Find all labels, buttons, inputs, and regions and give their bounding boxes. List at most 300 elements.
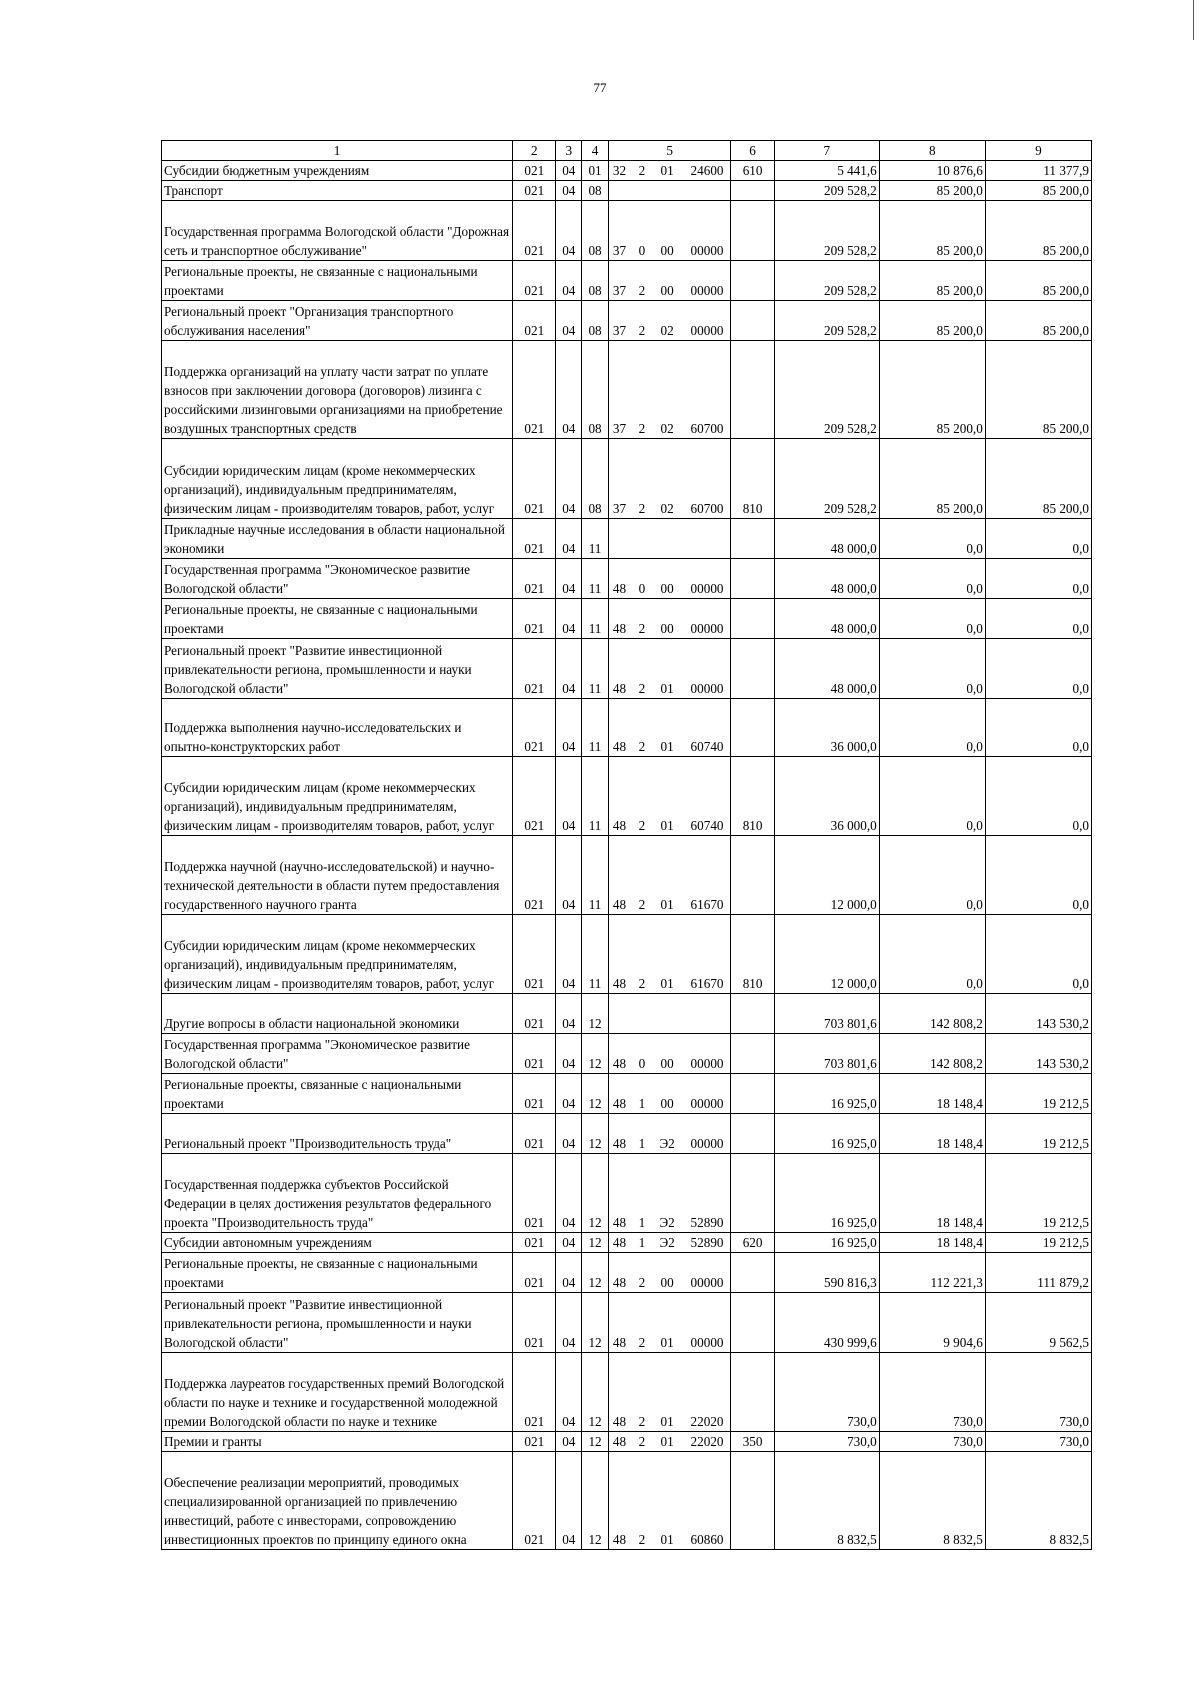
code-subsection: 12 bbox=[582, 1432, 609, 1452]
code-expense-type bbox=[731, 261, 774, 301]
code-subprogram: 1 bbox=[633, 1154, 651, 1233]
code-project bbox=[651, 994, 684, 1034]
code-expense-type: 810 bbox=[731, 915, 774, 994]
table-row bbox=[162, 599, 1092, 639]
code-section: 04 bbox=[556, 1432, 582, 1452]
code-program: 48 bbox=[608, 757, 633, 836]
table-row bbox=[162, 915, 1092, 994]
amount-col9: 11 377,9 bbox=[985, 161, 1091, 181]
amount-col8: 0,0 bbox=[879, 559, 985, 599]
code-subprogram: 2 bbox=[633, 599, 651, 639]
amount-col8: 85 200,0 bbox=[879, 301, 985, 341]
code-program: 48 bbox=[608, 1293, 633, 1353]
table-row bbox=[162, 1233, 1092, 1253]
code-subprogram: 2 bbox=[633, 1253, 651, 1293]
code-section: 04 bbox=[556, 1233, 582, 1253]
amount-col8: 85 200,0 bbox=[879, 181, 985, 201]
amount-col7: 209 528,2 bbox=[774, 301, 879, 341]
amount-col9: 19 212,5 bbox=[985, 1114, 1091, 1154]
table-row bbox=[162, 161, 1092, 181]
row-name: Региональный проект "Развитие инвестиционной привлекательности региона, промышленности и науки Вологодской области" bbox=[162, 1293, 513, 1353]
code-grbs: 021 bbox=[513, 201, 556, 261]
budget-table bbox=[161, 140, 1092, 1550]
amount-col7: 209 528,2 bbox=[774, 261, 879, 301]
table-row bbox=[162, 1452, 1092, 1550]
code-subsection: 12 bbox=[582, 994, 609, 1034]
code-section: 04 bbox=[556, 699, 582, 757]
amount-col7: 12 000,0 bbox=[774, 915, 879, 994]
amount-col7: 703 801,6 bbox=[774, 994, 879, 1034]
code-subsection: 12 bbox=[582, 1452, 609, 1550]
amount-col8: 85 200,0 bbox=[879, 341, 985, 439]
code-grbs: 021 bbox=[513, 1114, 556, 1154]
code-program: 48 bbox=[608, 1074, 633, 1114]
code-project: 01 bbox=[651, 836, 684, 915]
code-program: 48 bbox=[608, 1452, 633, 1550]
code-project: 02 bbox=[651, 439, 684, 519]
code-section: 04 bbox=[556, 1353, 582, 1432]
code-section: 04 bbox=[556, 1114, 582, 1154]
code-grbs: 021 bbox=[513, 757, 556, 836]
code-grbs: 021 bbox=[513, 181, 556, 201]
amount-col7: 36 000,0 bbox=[774, 757, 879, 836]
code-grbs: 021 bbox=[513, 559, 556, 599]
table-row bbox=[162, 1154, 1092, 1233]
code-expense-type bbox=[731, 1114, 774, 1154]
code-grbs: 021 bbox=[513, 599, 556, 639]
amount-col7: 209 528,2 bbox=[774, 341, 879, 439]
table-row bbox=[162, 1074, 1092, 1114]
amount-col8: 0,0 bbox=[879, 519, 985, 559]
code-subprogram: 1 bbox=[633, 1114, 651, 1154]
row-name: Региональные проекты, не связанные с национальными проектами bbox=[162, 599, 513, 639]
code-expense-type bbox=[731, 599, 774, 639]
code-direction bbox=[684, 994, 731, 1034]
code-program: 48 bbox=[608, 915, 633, 994]
code-subprogram: 0 bbox=[633, 201, 651, 261]
code-project: Э2 bbox=[651, 1114, 684, 1154]
row-name: Региональный проект "Производительность труда" bbox=[162, 1114, 513, 1154]
code-project: 01 bbox=[651, 161, 684, 181]
row-name: Региональные проекты, не связанные с национальными проектами bbox=[162, 1253, 513, 1293]
code-grbs: 021 bbox=[513, 1253, 556, 1293]
row-name: Субсидии бюджетным учреждениям bbox=[162, 161, 513, 181]
code-grbs: 021 bbox=[513, 439, 556, 519]
code-subprogram: 2 bbox=[633, 757, 651, 836]
code-project: 01 bbox=[651, 1293, 684, 1353]
table-row bbox=[162, 836, 1092, 915]
page-number: 77 bbox=[593, 80, 607, 95]
row-name: Государственная поддержка субъектов Российской Федерации в целях достижения результатов федерального проекта "Производительность труда" bbox=[162, 1154, 513, 1233]
code-project: 00 bbox=[651, 1074, 684, 1114]
amount-col8: 0,0 bbox=[879, 836, 985, 915]
table-row bbox=[162, 519, 1092, 559]
code-direction: 00000 bbox=[684, 599, 731, 639]
code-section: 04 bbox=[556, 341, 582, 439]
row-name: Субсидии юридическим лицам (кроме некоммерческих организаций), индивидуальным предпринимателям, физическим лицам - производителям товаров, работ, услуг bbox=[162, 915, 513, 994]
code-grbs: 021 bbox=[513, 1154, 556, 1233]
code-program: 48 bbox=[608, 1114, 633, 1154]
amount-col7: 16 925,0 bbox=[774, 1074, 879, 1114]
amount-col7: 730,0 bbox=[774, 1353, 879, 1432]
code-program bbox=[608, 994, 633, 1034]
code-expense-type bbox=[731, 519, 774, 559]
amount-col8: 0,0 bbox=[879, 599, 985, 639]
code-expense-type bbox=[731, 1074, 774, 1114]
code-subprogram: 2 bbox=[633, 915, 651, 994]
code-section: 04 bbox=[556, 161, 582, 181]
amount-col7: 703 801,6 bbox=[774, 1034, 879, 1074]
code-project: 00 bbox=[651, 1253, 684, 1293]
amount-col9: 8 832,5 bbox=[985, 1452, 1091, 1550]
header-cell: 8 bbox=[879, 141, 985, 161]
amount-col9: 0,0 bbox=[985, 559, 1091, 599]
code-grbs: 021 bbox=[513, 915, 556, 994]
amount-col9: 730,0 bbox=[985, 1353, 1091, 1432]
code-subsection: 11 bbox=[582, 915, 609, 994]
code-subprogram: 1 bbox=[633, 1233, 651, 1253]
code-project: 00 bbox=[651, 261, 684, 301]
code-grbs: 021 bbox=[513, 1432, 556, 1452]
table-row bbox=[162, 201, 1092, 261]
table-row bbox=[162, 261, 1092, 301]
code-subsection: 12 bbox=[582, 1293, 609, 1353]
code-program: 37 bbox=[608, 439, 633, 519]
header-cell: 9 bbox=[985, 141, 1091, 161]
code-subsection: 12 bbox=[582, 1253, 609, 1293]
amount-col8: 18 148,4 bbox=[879, 1114, 985, 1154]
row-name: Государственная программа Вологодской области "Дорожная сеть и транспортное обслуживание" bbox=[162, 201, 513, 261]
code-program: 48 bbox=[608, 1154, 633, 1233]
amount-col8: 730,0 bbox=[879, 1432, 985, 1452]
code-direction: 24600 bbox=[684, 161, 731, 181]
code-program: 37 bbox=[608, 341, 633, 439]
code-subsection: 11 bbox=[582, 519, 609, 559]
amount-col9: 19 212,5 bbox=[985, 1154, 1091, 1233]
amount-col9: 0,0 bbox=[985, 519, 1091, 559]
amount-col9: 85 200,0 bbox=[985, 341, 1091, 439]
amount-col7: 730,0 bbox=[774, 1432, 879, 1452]
code-expense-type: 620 bbox=[731, 1233, 774, 1253]
table-body bbox=[162, 161, 1092, 1550]
code-expense-type bbox=[731, 201, 774, 261]
code-project: 01 bbox=[651, 1353, 684, 1432]
code-direction: 52890 bbox=[684, 1154, 731, 1233]
header-cell: 4 bbox=[582, 141, 609, 161]
code-subprogram: 2 bbox=[633, 699, 651, 757]
code-subprogram: 2 bbox=[633, 639, 651, 699]
table-row bbox=[162, 1432, 1092, 1452]
code-direction: 22020 bbox=[684, 1353, 731, 1432]
code-section: 04 bbox=[556, 439, 582, 519]
code-expense-type bbox=[731, 1353, 774, 1432]
code-expense-type: 350 bbox=[731, 1432, 774, 1452]
code-subprogram: 2 bbox=[633, 1452, 651, 1550]
code-subsection: 11 bbox=[582, 836, 609, 915]
code-direction: 00000 bbox=[684, 1253, 731, 1293]
code-section: 04 bbox=[556, 261, 582, 301]
amount-col9: 0,0 bbox=[985, 599, 1091, 639]
table-row bbox=[162, 1034, 1092, 1074]
amount-col8: 85 200,0 bbox=[879, 439, 985, 519]
code-section: 04 bbox=[556, 519, 582, 559]
code-project: 01 bbox=[651, 699, 684, 757]
amount-col8: 0,0 bbox=[879, 757, 985, 836]
code-subprogram: 2 bbox=[633, 1293, 651, 1353]
code-direction: 52890 bbox=[684, 1233, 731, 1253]
amount-col9: 85 200,0 bbox=[985, 201, 1091, 261]
amount-col7: 430 999,6 bbox=[774, 1293, 879, 1353]
code-direction: 00000 bbox=[684, 261, 731, 301]
code-program: 37 bbox=[608, 201, 633, 261]
amount-col7: 16 925,0 bbox=[774, 1233, 879, 1253]
code-project: 01 bbox=[651, 1452, 684, 1550]
code-subprogram bbox=[633, 519, 651, 559]
code-subprogram: 2 bbox=[633, 261, 651, 301]
amount-col9: 85 200,0 bbox=[985, 439, 1091, 519]
code-grbs: 021 bbox=[513, 341, 556, 439]
code-subsection: 11 bbox=[582, 599, 609, 639]
amount-col8: 18 148,4 bbox=[879, 1154, 985, 1233]
code-subsection: 11 bbox=[582, 639, 609, 699]
table-row bbox=[162, 181, 1092, 201]
table-row bbox=[162, 757, 1092, 836]
code-subprogram: 2 bbox=[633, 836, 651, 915]
row-name: Обеспечение реализации мероприятий, проводимых специализированной организацией по привлечению инвестиций, работе с инвесторами, сопровождению инвестиционных проектов по принципу единого окна bbox=[162, 1452, 513, 1550]
code-direction bbox=[684, 519, 731, 559]
code-section: 04 bbox=[556, 915, 582, 994]
amount-col8: 8 832,5 bbox=[879, 1452, 985, 1550]
amount-col7: 209 528,2 bbox=[774, 439, 879, 519]
code-subsection: 08 bbox=[582, 181, 609, 201]
code-subsection: 08 bbox=[582, 261, 609, 301]
code-direction: 60700 bbox=[684, 439, 731, 519]
code-direction: 00000 bbox=[684, 559, 731, 599]
code-project: 00 bbox=[651, 599, 684, 639]
table-row bbox=[162, 1353, 1092, 1432]
code-grbs: 021 bbox=[513, 699, 556, 757]
code-grbs: 021 bbox=[513, 1353, 556, 1432]
code-expense-type bbox=[731, 1154, 774, 1233]
code-subsection: 12 bbox=[582, 1233, 609, 1253]
code-section: 04 bbox=[556, 639, 582, 699]
amount-col9: 111 879,2 bbox=[985, 1253, 1091, 1293]
code-direction: 60700 bbox=[684, 341, 731, 439]
amount-col9: 19 212,5 bbox=[985, 1074, 1091, 1114]
code-section: 04 bbox=[556, 1034, 582, 1074]
code-expense-type bbox=[731, 181, 774, 201]
code-subsection: 08 bbox=[582, 301, 609, 341]
code-expense-type bbox=[731, 559, 774, 599]
header-cell: 5 bbox=[608, 141, 731, 161]
code-subsection: 01 bbox=[582, 161, 609, 181]
code-subprogram: 2 bbox=[633, 1432, 651, 1452]
code-expense-type bbox=[731, 836, 774, 915]
amount-col7: 8 832,5 bbox=[774, 1452, 879, 1550]
code-section: 04 bbox=[556, 301, 582, 341]
amount-col9: 9 562,5 bbox=[985, 1293, 1091, 1353]
row-name: Субсидии юридическим лицам (кроме некоммерческих организаций), индивидуальным предпринимателям, физическим лицам - производителям товаров, работ, услуг bbox=[162, 757, 513, 836]
amount-col7: 16 925,0 bbox=[774, 1154, 879, 1233]
code-project: 02 bbox=[651, 341, 684, 439]
amount-col9: 0,0 bbox=[985, 757, 1091, 836]
amount-col7: 48 000,0 bbox=[774, 639, 879, 699]
code-direction: 60860 bbox=[684, 1452, 731, 1550]
code-project: Э2 bbox=[651, 1154, 684, 1233]
code-direction: 60740 bbox=[684, 757, 731, 836]
code-project bbox=[651, 519, 684, 559]
amount-col9: 19 212,5 bbox=[985, 1233, 1091, 1253]
code-direction: 60740 bbox=[684, 699, 731, 757]
code-section: 04 bbox=[556, 1074, 582, 1114]
code-subsection: 08 bbox=[582, 201, 609, 261]
amount-col8: 10 876,6 bbox=[879, 161, 985, 181]
code-direction: 22020 bbox=[684, 1432, 731, 1452]
code-grbs: 021 bbox=[513, 1452, 556, 1550]
code-project: 00 bbox=[651, 559, 684, 599]
edge-mark bbox=[1193, 0, 1194, 40]
amount-col8: 85 200,0 bbox=[879, 201, 985, 261]
code-grbs: 021 bbox=[513, 836, 556, 915]
code-expense-type bbox=[731, 341, 774, 439]
code-expense-type: 810 bbox=[731, 757, 774, 836]
code-subprogram: 2 bbox=[633, 301, 651, 341]
amount-col9: 85 200,0 bbox=[985, 261, 1091, 301]
code-direction: 00000 bbox=[684, 639, 731, 699]
row-name: Поддержка организаций на уплату части затрат по уплате взносов при заключении договора (договоров) лизинга с российскими лизинговыми организациями на приобретение воздушных транспортных средств bbox=[162, 341, 513, 439]
code-subprogram: 0 bbox=[633, 1034, 651, 1074]
amount-col7: 48 000,0 bbox=[774, 519, 879, 559]
code-subsection: 11 bbox=[582, 559, 609, 599]
amount-col7: 5 441,6 bbox=[774, 161, 879, 181]
code-direction: 00000 bbox=[684, 201, 731, 261]
code-section: 04 bbox=[556, 599, 582, 639]
code-expense-type bbox=[731, 1452, 774, 1550]
code-subprogram: 2 bbox=[633, 439, 651, 519]
code-direction bbox=[684, 181, 731, 201]
header-cell: 1 bbox=[162, 141, 513, 161]
code-grbs: 021 bbox=[513, 1074, 556, 1114]
header-cell: 3 bbox=[556, 141, 582, 161]
code-section: 04 bbox=[556, 1293, 582, 1353]
code-subprogram: 2 bbox=[633, 161, 651, 181]
amount-col8: 18 148,4 bbox=[879, 1233, 985, 1253]
code-grbs: 021 bbox=[513, 519, 556, 559]
table-row bbox=[162, 301, 1092, 341]
row-name: Поддержка научной (научно-исследовательской) и научно-технической деятельности в области путем предоставления государственного научного гранта bbox=[162, 836, 513, 915]
code-program: 48 bbox=[608, 1253, 633, 1293]
table-row bbox=[162, 1253, 1092, 1293]
row-name: Государственная программа "Экономическое развитие Вологодской области" bbox=[162, 559, 513, 599]
amount-col7: 209 528,2 bbox=[774, 181, 879, 201]
table-row bbox=[162, 994, 1092, 1034]
code-direction: 00000 bbox=[684, 301, 731, 341]
code-program: 32 bbox=[608, 161, 633, 181]
code-program: 48 bbox=[608, 836, 633, 915]
amount-col9: 85 200,0 bbox=[985, 301, 1091, 341]
code-expense-type bbox=[731, 1293, 774, 1353]
amount-col8: 85 200,0 bbox=[879, 261, 985, 301]
header-cell: 6 bbox=[731, 141, 774, 161]
code-program bbox=[608, 519, 633, 559]
code-section: 04 bbox=[556, 994, 582, 1034]
table-row bbox=[162, 439, 1092, 519]
code-project: 01 bbox=[651, 1432, 684, 1452]
code-project: 01 bbox=[651, 915, 684, 994]
amount-col8: 9 904,6 bbox=[879, 1293, 985, 1353]
code-program: 37 bbox=[608, 301, 633, 341]
code-subsection: 12 bbox=[582, 1353, 609, 1432]
code-expense-type bbox=[731, 1034, 774, 1074]
amount-col8: 0,0 bbox=[879, 915, 985, 994]
code-subprogram: 0 bbox=[633, 559, 651, 599]
table-row bbox=[162, 341, 1092, 439]
amount-col7: 12 000,0 bbox=[774, 836, 879, 915]
code-expense-type bbox=[731, 699, 774, 757]
code-grbs: 021 bbox=[513, 1034, 556, 1074]
amount-col9: 0,0 bbox=[985, 699, 1091, 757]
code-program: 48 bbox=[608, 699, 633, 757]
row-name: Премии и гранты bbox=[162, 1432, 513, 1452]
code-project: 00 bbox=[651, 201, 684, 261]
code-expense-type bbox=[731, 1253, 774, 1293]
code-direction: 00000 bbox=[684, 1293, 731, 1353]
row-name: Поддержка лауреатов государственных премий Вологодской области по науке и технике и государственной молодежной премии Вологодской области по науке и технике bbox=[162, 1353, 513, 1432]
code-expense-type bbox=[731, 301, 774, 341]
code-grbs: 021 bbox=[513, 639, 556, 699]
code-section: 04 bbox=[556, 1154, 582, 1233]
amount-col7: 48 000,0 bbox=[774, 599, 879, 639]
code-section: 04 bbox=[556, 1253, 582, 1293]
amount-col7: 36 000,0 bbox=[774, 699, 879, 757]
code-subprogram bbox=[633, 994, 651, 1034]
code-direction: 00000 bbox=[684, 1114, 731, 1154]
table-row bbox=[162, 1293, 1092, 1353]
code-section: 04 bbox=[556, 559, 582, 599]
code-direction: 61670 bbox=[684, 836, 731, 915]
amount-col9: 730,0 bbox=[985, 1432, 1091, 1452]
code-subprogram bbox=[633, 181, 651, 201]
code-subprogram: 2 bbox=[633, 341, 651, 439]
row-name: Другие вопросы в области национальной экономики bbox=[162, 994, 513, 1034]
amount-col8: 18 148,4 bbox=[879, 1074, 985, 1114]
code-project: 00 bbox=[651, 1034, 684, 1074]
amount-col7: 590 816,3 bbox=[774, 1253, 879, 1293]
code-direction: 00000 bbox=[684, 1034, 731, 1074]
code-section: 04 bbox=[556, 1452, 582, 1550]
code-project: 02 bbox=[651, 301, 684, 341]
code-project bbox=[651, 181, 684, 201]
amount-col9: 143 530,2 bbox=[985, 994, 1091, 1034]
code-project: Э2 bbox=[651, 1233, 684, 1253]
header-cell: 2 bbox=[513, 141, 556, 161]
code-subsection: 12 bbox=[582, 1114, 609, 1154]
code-expense-type: 610 bbox=[731, 161, 774, 181]
code-program: 48 bbox=[608, 639, 633, 699]
amount-col7: 209 528,2 bbox=[774, 201, 879, 261]
row-name: Поддержка выполнения научно-исследовательских и опытно-конструкторских работ bbox=[162, 699, 513, 757]
code-expense-type bbox=[731, 994, 774, 1034]
code-subsection: 12 bbox=[582, 1034, 609, 1074]
row-name: Региональные проекты, связанные с национальными проектами bbox=[162, 1074, 513, 1114]
amount-col8: 142 808,2 bbox=[879, 994, 985, 1034]
row-name: Прикладные научные исследования в области национальной экономики bbox=[162, 519, 513, 559]
code-subsection: 11 bbox=[582, 699, 609, 757]
amount-col9: 85 200,0 bbox=[985, 181, 1091, 201]
code-program: 48 bbox=[608, 1353, 633, 1432]
amount-col8: 0,0 bbox=[879, 639, 985, 699]
row-name: Региональный проект "Организация транспортного обслуживания населения" bbox=[162, 301, 513, 341]
